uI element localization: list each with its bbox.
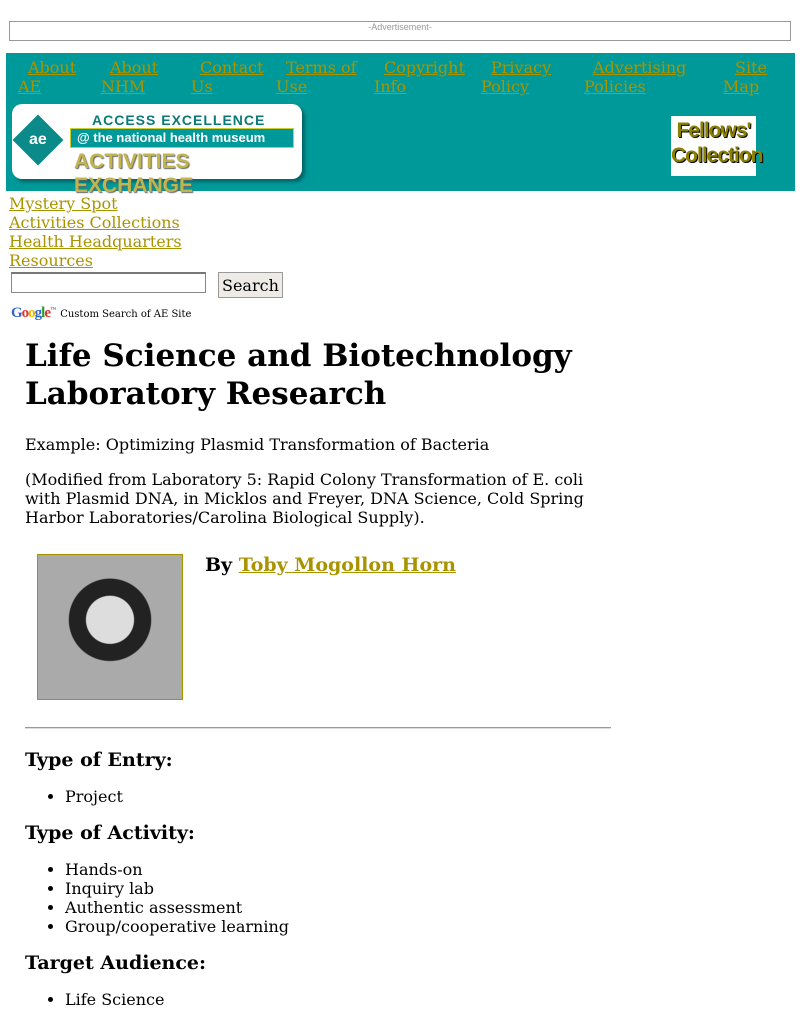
nav-site-map[interactable]: Site Map xyxy=(723,58,767,96)
nav-about-ae[interactable]: About AE xyxy=(18,58,77,96)
byline: By Toby Mogollon Horn xyxy=(205,554,456,576)
section-heading: Type of Entry: xyxy=(25,749,173,771)
link-mystery-spot[interactable]: Mystery Spot xyxy=(9,194,118,213)
link-activities-collections[interactable]: Activities Collections xyxy=(9,213,180,232)
activities-exchange-logo[interactable] xyxy=(12,104,302,197)
author-link[interactable]: Toby Mogollon Horn xyxy=(238,554,456,576)
nav-about-nhm[interactable]: About NHM xyxy=(101,58,159,96)
link-health-headquarters[interactable]: Health Headquarters xyxy=(9,232,182,251)
search-button[interactable]: Search xyxy=(218,272,283,298)
list-item: • Project xyxy=(65,787,615,806)
list-item: • Inquiry lab xyxy=(65,879,615,898)
nav-terms-of-use[interactable]: Terms of Use xyxy=(276,58,357,96)
list-item: • Life Science xyxy=(65,990,615,1009)
fellows-collection-logo[interactable]: Fellows' Collection xyxy=(671,116,756,176)
nav-copyright-info[interactable]: Copyright Info xyxy=(374,58,465,96)
audience-list xyxy=(25,990,615,1009)
advertisement: -Advertisement- xyxy=(9,21,791,41)
link-resources[interactable]: Resources xyxy=(9,251,93,270)
nav-contact-us[interactable]: Contact Us xyxy=(191,58,264,96)
google-logo: Google xyxy=(11,305,51,321)
search-caption: Custom Search of AE Site xyxy=(60,309,192,320)
logo-line3: ACTIVITIES EXCHANGE xyxy=(74,150,194,197)
ae-diamond-icon: ae xyxy=(13,115,64,166)
list-item: • Authentic assessment xyxy=(65,898,615,917)
activity-type-list xyxy=(25,860,615,936)
source-note: (Modified from Laboratory 5: Rapid Colony Transformation of E. coli with Plasmid DNA, in Micklos and Freyer, DNA Science, Cold Spring Harbor Laboratories/Carolina Biological Supply). xyxy=(25,470,584,527)
divider xyxy=(25,727,611,729)
google-custom-search: Google™ Custom Search of AE Site xyxy=(11,305,192,321)
entry-type-list xyxy=(25,787,615,806)
nav-privacy-policy[interactable]: Privacy Policy xyxy=(481,58,552,96)
side-nav xyxy=(9,194,182,270)
example-text: Example: Optimizing Plasmid Transformation of Bacteria xyxy=(25,435,490,454)
nav-advertising-policies[interactable]: Advertising Policies xyxy=(584,58,687,96)
list-item: • Group/cooperative learning xyxy=(65,917,615,936)
page-title: Life Science and Biotechnology Laboratory Research xyxy=(25,338,572,412)
entry-details xyxy=(25,749,615,1025)
author-photo xyxy=(37,554,183,700)
list-item: • Hands-on xyxy=(65,860,615,879)
main-content xyxy=(25,337,615,1009)
search-input[interactable] xyxy=(11,272,206,293)
section-heading: Target Audience: xyxy=(25,952,207,974)
search-form xyxy=(11,272,279,295)
logo-line2: @ the national health museum xyxy=(70,128,294,148)
logo-line1: ACCESS EXCELLENCE xyxy=(92,112,266,128)
section-heading: Type of Activity: xyxy=(25,822,195,844)
header-band xyxy=(6,53,795,197)
